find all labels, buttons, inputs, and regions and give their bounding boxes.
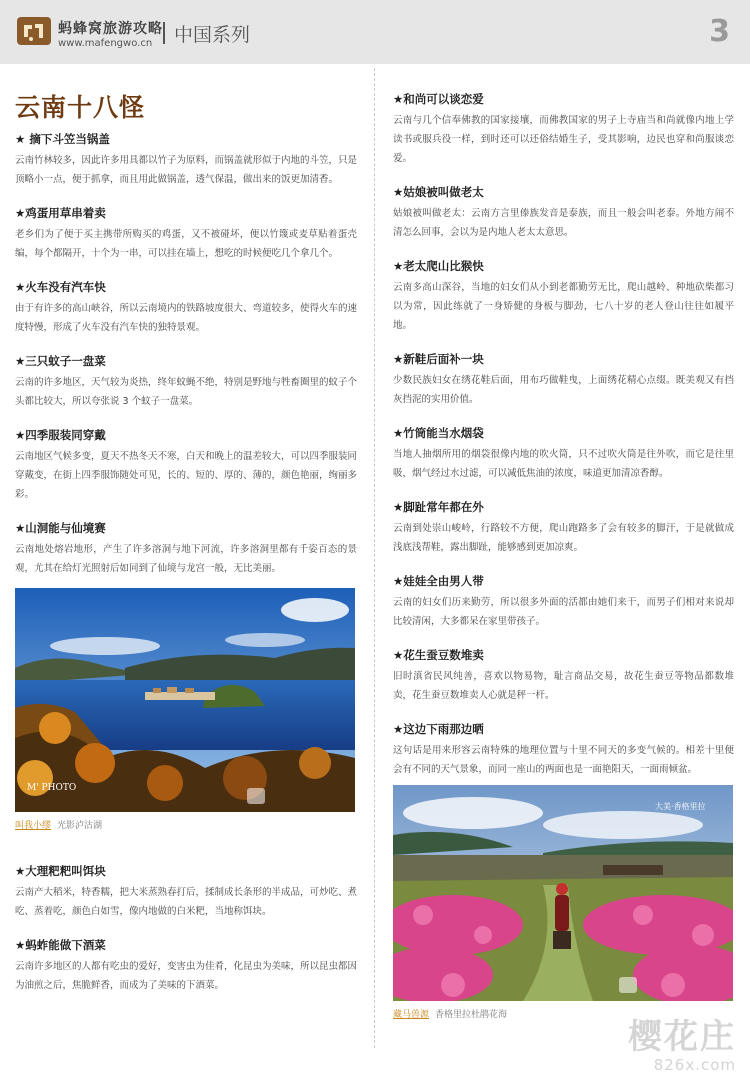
mafengwo-watermark-icon: [619, 977, 637, 993]
item-title: ★三只蚊子一盘菜: [15, 354, 106, 368]
list-item: [393, 722, 734, 779]
mafengwo-watermark-icon: [247, 788, 265, 804]
item-body: 云南多高山深谷，当地的妇女们从小到老都勤劳无比，爬山越岭、种地砍柴都习以为常，因此练就了一身矫健的身板与脚劲，七八十岁的老人登山往往如履平地。: [393, 282, 734, 331]
right-column: [393, 92, 734, 1021]
site-watermark: [628, 1018, 736, 1074]
item-title: ★ 摘下斗笠当锅盖: [15, 132, 110, 146]
item-body: 旧时滇省民风纯善，喜欢以物易物，耻言商品交易，故花生蚕豆等物品都数堆卖，花生蚕豆数堆卖人心就是秤一杆。: [393, 671, 734, 701]
photo-caption-text: 光影泸沽湖: [57, 821, 103, 831]
photo-stamp: M' PHOTO: [27, 783, 77, 793]
watermark-sub: 826x.com: [653, 1056, 736, 1074]
item-title: ★四季服装同穿戴: [15, 428, 106, 442]
item-body: 姑娘被叫做老太：云南方言里傣族发音是泰族，而且一般会叫老泰。外地方闹不清怎么回事，会以为是内地人老太太意思。: [393, 208, 734, 238]
item-body: 少数民族妇女在绣花鞋后面，用布巧做鞋曳，上面绣花精心点缀。既美观又有挡灰挡泥的实用价值。: [393, 375, 734, 405]
list-item: [15, 428, 357, 504]
item-title: ★花生蚕豆数堆卖: [393, 648, 484, 662]
item-body: 由于有许多的高山峡谷，所以云南境内的铁路坡度很大、弯道较多，使得火车的速度特慢，形成了火车没有汽车快的独特景观。: [15, 303, 358, 333]
item-body: 云南许多地区的人都有吃虫的爱好，变害虫为佳肴，化昆虫为美味，所以昆虫都因为油煎之后，焦脆鲜香，而成为了美味的下酒菜。: [15, 961, 358, 991]
list-item: [15, 938, 357, 995]
list-item: [15, 864, 357, 921]
column-divider: [374, 68, 375, 1048]
item-title: ★娃娃全由男人带: [393, 574, 484, 588]
page-header: [0, 0, 750, 64]
photo-author-link[interactable]: 藏马兽源: [393, 1010, 430, 1020]
list-item: [15, 354, 357, 411]
list-item: [15, 521, 357, 578]
item-title: ★山洞能与仙境赛: [15, 521, 106, 535]
page-title: 云南十八怪: [15, 93, 146, 122]
mafengwo-logo-icon: [16, 15, 52, 47]
item-body: 云南到处崇山峻岭，行路较不方便，爬山跑路多了会有较多的脚汗，于是就做成浅底浅帮鞋，露出脚趾，能够感到更加凉爽。: [393, 523, 734, 553]
page-number: 3: [709, 14, 730, 49]
list-item: [15, 132, 357, 189]
photo-author-link[interactable]: 叫我小缪: [15, 821, 52, 831]
list-item: [393, 574, 734, 631]
item-body: 老乡们为了便于买主携带所购买的鸡蛋，又不被碰坏，便以竹篾或麦草贴着蛋壳编，每个都隔开，十个为一串，可以挂在墙上，想吃的时候便吃几个拿几个。: [15, 229, 357, 259]
list-item: [393, 185, 734, 242]
list-item: [393, 259, 734, 335]
item-title: ★和尚可以谈恋爱: [393, 92, 484, 106]
azalea-field-image: [393, 785, 733, 1001]
list-item: [393, 500, 734, 557]
list-item: [393, 426, 734, 483]
item-title: ★蚂蚱能做下酒菜: [15, 938, 106, 952]
item-title: ★鸡蛋用草串着卖: [15, 206, 106, 220]
item-body: 云南与几个信奉佛教的国家接壤，而佛教国家的男子上寺庙当和尚就像内地上学读书或服兵役一样，到时还可以还俗结婚生子，受其影响，边民也穿和尚服谈恋爱。: [393, 115, 734, 164]
list-item: [15, 280, 357, 337]
item-title: ★这边下雨那边晒: [393, 722, 484, 736]
site-url[interactable]: www.mafengwo.cn: [58, 38, 153, 49]
item-title: ★姑娘被叫做老太: [393, 185, 484, 199]
shangrila-photo: [393, 785, 733, 1001]
left-column: [15, 84, 357, 1012]
watermark-main: 樱花庄: [628, 1017, 736, 1057]
item-title: ★大理粑粑叫饵块: [15, 864, 106, 878]
item-body: 云南地处熔岩地形，产生了许多溶洞与地下河流，许多溶洞里都有千姿百态的景观，尤其在给灯光照射后如同到了仙境与龙宫一般，无比美丽。: [15, 544, 357, 574]
item-body: 云南竹林较多，因此许多用具都以竹子为原料，而锅盖就形似于内地的斗笠，只是顶略小一点，便于抓拿，而且用此做锅盖，透气保温，做出来的饭更加清香。: [15, 155, 358, 185]
list-item: [15, 206, 357, 263]
header-separator: [163, 22, 165, 44]
item-body: 云南地区气候多变，夏天不热冬天不寒，白天和晚上的温差较大，可以四季服装同穿戴变，在街上四季服饰随处可见，长的、短的、厚的、薄的，颜色艳丽，绚丽多彩。: [15, 451, 358, 500]
list-item: [393, 92, 734, 168]
item-body: 云南的妇女们历来勤劳，所以很多外面的活都由她们来干，而男子们相对来说却比较清闲，大多都呆在家里带孩子。: [393, 597, 734, 627]
list-item: [393, 352, 734, 409]
photo-caption: [15, 818, 357, 832]
left-item-list: [15, 132, 357, 578]
item-body: 这句话是用来形容云南特殊的地理位置与十里不同天的多变气候的。相差十里便会有不同的天气景象，而同一座山的两面也是一面艳阳天，一面雨倾盆。: [393, 745, 734, 775]
list-item: [393, 648, 734, 705]
item-title: ★老太爬山比猴快: [393, 259, 484, 273]
item-title: ★火车没有汽车快: [15, 280, 106, 294]
photo-stamp: 大美·香格里拉: [655, 802, 706, 811]
item-title: ★竹筒能当水烟袋: [393, 426, 484, 440]
item-body: 云南产大稻米，特香糯，把大米蒸熟春打后，揉制成长条形的半成品，可炒吃、煮吃、蒸着吃，颜色白如雪，像内地做的白米粑，当地称饵块。: [15, 887, 358, 917]
series-title: 中国系列: [174, 24, 251, 46]
item-title: ★新鞋后面补一块: [393, 352, 484, 366]
lugu-lake-photo: [15, 588, 355, 812]
item-body: 云南的许多地区，天气较为炎热，终年蚊蝇不绝，特别是野地与牲畜圈里的蚊子个头都比较大，所以夸张说 3 个蚊子一盘菜。: [15, 377, 358, 407]
lake-landscape-image: [15, 588, 355, 812]
walking-figure: [555, 895, 569, 931]
item-body: 当地人抽烟所用的烟袋很像内地的吹火筒，只不过吹火筒是往外吹，而它是往里吸，烟气经过水过滤，可以减低焦油的浓度，味道更加清凉香醇。: [393, 449, 734, 479]
item-title: ★脚趾常年都在外: [393, 500, 484, 514]
photo-caption-text: 香格里拉杜鹃花海: [435, 1010, 508, 1020]
brand-name: 蚂蜂窝旅游攻略: [58, 21, 163, 37]
